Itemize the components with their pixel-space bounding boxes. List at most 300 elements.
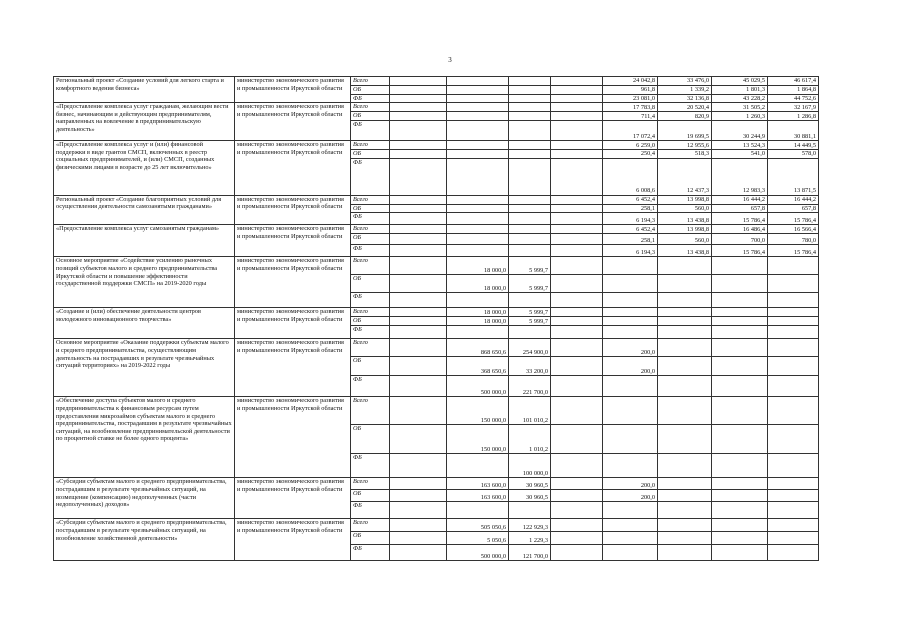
amount-cell: 250,4 xyxy=(603,150,658,159)
amount-cell xyxy=(658,397,712,425)
amount-cell: 820,9 xyxy=(658,112,712,121)
amount-cell xyxy=(603,376,658,397)
amount-cell xyxy=(768,376,819,397)
table-row xyxy=(54,195,819,204)
amount-cell xyxy=(509,293,551,308)
amount-cell: 221 700,0 xyxy=(509,376,551,397)
amount-cell: 657,8 xyxy=(712,204,768,213)
amount-cell: 961,8 xyxy=(603,86,658,95)
amount-cell xyxy=(390,150,447,159)
amount-cell: 6 194,3 xyxy=(603,213,658,225)
amount-cell: 44 752,6 xyxy=(768,94,819,103)
amount-cell xyxy=(390,234,447,245)
funding-source: Всего xyxy=(351,77,390,86)
amount-cell: 200,0 xyxy=(603,339,658,357)
amount-cell: 13 998,8 xyxy=(658,225,712,234)
funding-source: Всего xyxy=(351,308,390,317)
amount-cell xyxy=(390,257,447,275)
amount-cell: 14 449,5 xyxy=(768,141,819,150)
amount-cell: 19 699,5 xyxy=(658,121,712,141)
executor: министерство экономического развития и промышленности Иркутской области xyxy=(235,478,351,519)
funding-source: ФБ xyxy=(351,245,390,257)
amount-cell: 18 000,0 xyxy=(447,308,509,317)
amount-cell xyxy=(390,275,447,293)
amount-cell: 1 801,3 xyxy=(712,86,768,95)
amount-cell: 5 050,6 xyxy=(447,532,509,545)
amount-cell xyxy=(768,308,819,317)
amount-cell xyxy=(658,317,712,326)
amount-cell xyxy=(390,357,447,376)
amount-cell xyxy=(712,454,768,478)
amount-cell xyxy=(551,234,603,245)
amount-cell xyxy=(447,326,509,339)
table-row xyxy=(54,257,819,275)
amount-cell xyxy=(390,478,447,490)
amount-cell xyxy=(658,490,712,502)
amount-cell xyxy=(509,112,551,121)
amount-cell xyxy=(712,317,768,326)
amount-cell: 12 437,3 xyxy=(658,158,712,195)
amount-cell xyxy=(447,293,509,308)
amount-cell xyxy=(509,195,551,204)
funding-source: ОБ xyxy=(351,317,390,326)
amount-cell xyxy=(658,326,712,339)
amount-cell: 500 000,0 xyxy=(447,545,509,561)
amount-cell: 32 136,8 xyxy=(658,94,712,103)
executor: министерство экономического развития и промышленности Иркутской области xyxy=(235,308,351,339)
amount-cell xyxy=(768,502,819,519)
budget-table xyxy=(53,76,819,561)
funding-source: ФБ xyxy=(351,94,390,103)
amount-cell xyxy=(447,204,509,213)
funding-source: ФБ xyxy=(351,502,390,519)
amount-cell xyxy=(603,519,658,532)
funding-source: ФБ xyxy=(351,213,390,225)
amount-cell: 18 000,0 xyxy=(447,317,509,326)
amount-cell: 254 900,0 xyxy=(509,339,551,357)
measure-name: Основное мероприятие «Содействие усилению рыночных позиций субъектов малого и среднего предпринимательства Иркутской области и повышение эффективности государственной поддержки СМСП» на 2019-2020 годы xyxy=(54,257,235,308)
amount-cell xyxy=(712,532,768,545)
amount-cell: 5 999,7 xyxy=(509,257,551,275)
executor: министерство экономического развития и промышленности Иркутской области xyxy=(235,195,351,225)
amount-cell xyxy=(551,376,603,397)
amount-cell xyxy=(603,454,658,478)
table-row xyxy=(54,397,819,425)
amount-cell xyxy=(551,245,603,257)
amount-cell: 15 786,4 xyxy=(768,213,819,225)
amount-cell xyxy=(551,357,603,376)
amount-cell xyxy=(551,213,603,225)
amount-cell: 23 081,0 xyxy=(603,94,658,103)
amount-cell xyxy=(390,77,447,86)
amount-cell: 30 881,1 xyxy=(768,121,819,141)
funding-source: ОБ xyxy=(351,86,390,95)
funding-source: Всего xyxy=(351,478,390,490)
funding-source: Всего xyxy=(351,519,390,532)
amount-cell xyxy=(712,519,768,532)
amount-cell xyxy=(603,397,658,425)
executor: министерство экономического развития и промышленности Иркутской области xyxy=(235,103,351,141)
amount-cell: 6 194,3 xyxy=(603,245,658,257)
amount-cell xyxy=(658,339,712,357)
amount-cell: 200,0 xyxy=(603,357,658,376)
amount-cell xyxy=(390,225,447,234)
measure-name: «Субсидии субъектам малого и среднего предпринимательства, пострадавшим в результате чрезвычайных ситуаций, на возобновление хозяйственной деятельности» xyxy=(54,519,235,561)
funding-source: Всего xyxy=(351,257,390,275)
amount-cell xyxy=(658,275,712,293)
amount-cell xyxy=(603,317,658,326)
amount-cell xyxy=(658,478,712,490)
amount-cell: 30 960,5 xyxy=(509,478,551,490)
amount-cell xyxy=(551,478,603,490)
funding-source: ФБ xyxy=(351,158,390,195)
amount-cell xyxy=(447,86,509,95)
amount-cell xyxy=(551,86,603,95)
amount-cell xyxy=(447,234,509,245)
amount-cell xyxy=(768,293,819,308)
amount-cell: 711,4 xyxy=(603,112,658,121)
amount-cell xyxy=(551,225,603,234)
measure-name: Региональный проект «Создание условий для легкого старта и комфортного ведения бизнеса» xyxy=(54,77,235,103)
amount-cell xyxy=(551,275,603,293)
amount-cell xyxy=(390,502,447,519)
amount-cell: 20 520,4 xyxy=(658,103,712,112)
amount-cell xyxy=(658,545,712,561)
amount-cell xyxy=(390,158,447,195)
amount-cell xyxy=(551,141,603,150)
amount-cell xyxy=(712,397,768,425)
amount-cell xyxy=(768,275,819,293)
amount-cell xyxy=(658,293,712,308)
funding-source: ОБ xyxy=(351,532,390,545)
amount-cell xyxy=(768,397,819,425)
amount-cell xyxy=(603,293,658,308)
table-row xyxy=(54,478,819,490)
amount-cell xyxy=(390,141,447,150)
amount-cell xyxy=(390,86,447,95)
amount-cell xyxy=(509,103,551,112)
amount-cell xyxy=(603,275,658,293)
amount-cell xyxy=(658,519,712,532)
amount-cell: 33 476,0 xyxy=(658,77,712,86)
measure-name: «Предоставление комплекса услуг самозанятым гражданам» xyxy=(54,225,235,257)
funding-source: ОБ xyxy=(351,490,390,502)
amount-cell xyxy=(509,204,551,213)
amount-cell xyxy=(509,502,551,519)
amount-cell xyxy=(658,425,712,454)
amount-cell: 150 000,0 xyxy=(447,397,509,425)
amount-cell xyxy=(551,112,603,121)
amount-cell xyxy=(390,308,447,317)
amount-cell xyxy=(658,454,712,478)
amount-cell: 163 600,0 xyxy=(447,490,509,502)
executor: министерство экономического развития и промышленности Иркутской области xyxy=(235,519,351,561)
amount-cell xyxy=(658,357,712,376)
amount-cell xyxy=(712,257,768,275)
amount-cell xyxy=(768,532,819,545)
amount-cell xyxy=(390,317,447,326)
amount-cell xyxy=(447,112,509,121)
amount-cell xyxy=(551,195,603,204)
amount-cell: 121 700,0 xyxy=(509,545,551,561)
amount-cell: 33 200,0 xyxy=(509,357,551,376)
amount-cell xyxy=(712,502,768,519)
amount-cell xyxy=(447,502,509,519)
executor: министерство экономического развития и промышленности Иркутской области xyxy=(235,257,351,308)
amount-cell xyxy=(712,339,768,357)
amount-cell xyxy=(551,502,603,519)
amount-cell: 12 955,6 xyxy=(658,141,712,150)
measure-name: «Предоставление комплекса услуг и (или) финансовой поддержки в виде грантов СМСП, включенных в реестр социальных предпринимателей, и (или) СМСП, созданных физическими лицами в возрасте до 25 лет включительно» xyxy=(54,141,235,196)
amount-cell xyxy=(768,519,819,532)
amount-cell: 30 244,9 xyxy=(712,121,768,141)
amount-cell: 13 438,8 xyxy=(658,213,712,225)
amount-cell xyxy=(390,245,447,257)
amount-cell: 17 072,4 xyxy=(603,121,658,141)
amount-cell xyxy=(551,204,603,213)
amount-cell xyxy=(551,490,603,502)
funding-source: ФБ xyxy=(351,293,390,308)
amount-cell: 258,1 xyxy=(603,234,658,245)
amount-cell: 5 999,7 xyxy=(509,317,551,326)
amount-cell xyxy=(551,425,603,454)
amount-cell xyxy=(768,357,819,376)
amount-cell xyxy=(509,121,551,141)
amount-cell xyxy=(551,326,603,339)
measure-name: «Предоставление комплекса услуг гражданам, желающим вести бизнес, начинающим и действующим предпринимателям, направленных на вовлечение в предпринимательскую деятельность» xyxy=(54,103,235,141)
amount-cell xyxy=(603,502,658,519)
table-row xyxy=(54,77,819,86)
amount-cell xyxy=(447,245,509,257)
amount-cell: 868 650,6 xyxy=(447,339,509,357)
amount-cell xyxy=(551,103,603,112)
funding-source: Всего xyxy=(351,339,390,357)
amount-cell xyxy=(390,195,447,204)
amount-cell: 31 505,2 xyxy=(712,103,768,112)
executor: министерство экономического развития и промышленности Иркутской области xyxy=(235,141,351,196)
measure-name: Основное мероприятие «Оказание поддержки субъектам малого и среднего предпринимательства, осуществляющим деятельность на пострадавших в результате чрезвычайных ситуаций территориях» на 2019-2022 годы xyxy=(54,339,235,397)
amount-cell: 150 000,0 xyxy=(447,425,509,454)
amount-cell: 16 566,4 xyxy=(768,225,819,234)
amount-cell xyxy=(603,326,658,339)
amount-cell xyxy=(509,141,551,150)
amount-cell xyxy=(658,532,712,545)
amount-cell xyxy=(447,150,509,159)
amount-cell xyxy=(768,339,819,357)
table-row xyxy=(54,339,819,357)
amount-cell xyxy=(551,94,603,103)
amount-cell: 1 260,3 xyxy=(712,112,768,121)
amount-cell xyxy=(551,397,603,425)
funding-source: ФБ xyxy=(351,545,390,561)
amount-cell xyxy=(390,545,447,561)
table-row xyxy=(54,308,819,317)
amount-cell xyxy=(551,519,603,532)
amount-cell: 500 000,0 xyxy=(447,376,509,397)
amount-cell xyxy=(390,532,447,545)
amount-cell xyxy=(509,245,551,257)
amount-cell: 560,0 xyxy=(658,204,712,213)
amount-cell: 1 339,2 xyxy=(658,86,712,95)
executor: министерство экономического развития и промышленности Иркутской области xyxy=(235,397,351,478)
amount-cell xyxy=(447,141,509,150)
executor: министерство экономического развития и промышленности Иркутской области xyxy=(235,225,351,257)
amount-cell: 518,3 xyxy=(658,150,712,159)
amount-cell xyxy=(447,195,509,204)
amount-cell xyxy=(390,339,447,357)
amount-cell xyxy=(447,77,509,86)
amount-cell xyxy=(712,326,768,339)
amount-cell xyxy=(658,308,712,317)
executor: министерство экономического развития и промышленности Иркутской области xyxy=(235,339,351,397)
amount-cell xyxy=(768,478,819,490)
amount-cell xyxy=(658,502,712,519)
amount-cell: 5 999,7 xyxy=(509,308,551,317)
amount-cell xyxy=(447,94,509,103)
funding-source: ФБ xyxy=(351,376,390,397)
amount-cell: 18 000,0 xyxy=(447,275,509,293)
funding-source: Всего xyxy=(351,195,390,204)
amount-cell xyxy=(551,339,603,357)
amount-cell xyxy=(509,326,551,339)
amount-cell xyxy=(768,326,819,339)
amount-cell xyxy=(509,158,551,195)
measure-name: «Обеспечение доступа субъектов малого и среднего предпринимательства к финансовым ресурсам путем предоставления микрозаймов субъектам малого и среднего предпринимательства, пострадавшим в результате чрезвычайных ситуаций, на возобновление предпринимательской деятельности по процентной ставке не более одного процента» xyxy=(54,397,235,478)
amount-cell xyxy=(551,150,603,159)
amount-cell xyxy=(551,158,603,195)
table-row xyxy=(54,141,819,150)
funding-source: ФБ xyxy=(351,326,390,339)
amount-cell xyxy=(509,86,551,95)
amount-cell: 43 228,2 xyxy=(712,94,768,103)
amount-cell xyxy=(603,308,658,317)
amount-cell xyxy=(768,425,819,454)
amount-cell xyxy=(712,275,768,293)
amount-cell xyxy=(447,225,509,234)
amount-cell xyxy=(551,293,603,308)
amount-cell: 24 042,8 xyxy=(603,77,658,86)
amount-cell: 16 444,2 xyxy=(768,195,819,204)
amount-cell: 560,0 xyxy=(658,234,712,245)
funding-source: ОБ xyxy=(351,234,390,245)
amount-cell xyxy=(712,478,768,490)
amount-cell: 100 000,0 xyxy=(509,454,551,478)
amount-cell: 32 167,9 xyxy=(768,103,819,112)
amount-cell xyxy=(390,376,447,397)
measure-name: Региональный проект «Создание благоприятных условий для осуществления деятельности самозанятыми гражданами» xyxy=(54,195,235,225)
amount-cell xyxy=(390,213,447,225)
amount-cell: 578,0 xyxy=(768,150,819,159)
amount-cell: 13 871,5 xyxy=(768,158,819,195)
amount-cell: 16 444,2 xyxy=(712,195,768,204)
amount-cell: 15 786,4 xyxy=(768,245,819,257)
amount-cell xyxy=(551,121,603,141)
funding-source: ФБ xyxy=(351,121,390,141)
amount-cell: 5 999,7 xyxy=(509,275,551,293)
amount-cell xyxy=(768,454,819,478)
amount-cell: 12 983,3 xyxy=(712,158,768,195)
amount-cell xyxy=(447,103,509,112)
amount-cell xyxy=(603,545,658,561)
amount-cell: 13 438,8 xyxy=(658,245,712,257)
amount-cell xyxy=(603,257,658,275)
amount-cell: 200,0 xyxy=(603,490,658,502)
measure-name: «Создание и (или) обеспечение деятельности центров молодежного инновационного творчества» xyxy=(54,308,235,339)
funding-source: ФБ xyxy=(351,454,390,478)
amount-cell xyxy=(390,397,447,425)
amount-cell xyxy=(447,158,509,195)
amount-cell xyxy=(509,225,551,234)
funding-source: Всего xyxy=(351,225,390,234)
amount-cell xyxy=(390,121,447,141)
amount-cell: 6 452,4 xyxy=(603,195,658,204)
table-row xyxy=(54,225,819,234)
amount-cell: 6 452,4 xyxy=(603,225,658,234)
amount-cell: 1 010,2 xyxy=(509,425,551,454)
amount-cell: 200,0 xyxy=(603,478,658,490)
amount-cell xyxy=(551,257,603,275)
amount-cell: 1 864,8 xyxy=(768,86,819,95)
funding-source: ОБ xyxy=(351,204,390,213)
amount-cell: 101 010,2 xyxy=(509,397,551,425)
amount-cell: 163 600,0 xyxy=(447,478,509,490)
amount-cell xyxy=(390,112,447,121)
amount-cell xyxy=(551,317,603,326)
amount-cell: 505 050,6 xyxy=(447,519,509,532)
amount-cell xyxy=(390,519,447,532)
amount-cell: 700,0 xyxy=(712,234,768,245)
funding-source: Всего xyxy=(351,141,390,150)
amount-cell xyxy=(390,103,447,112)
amount-cell: 13 524,3 xyxy=(712,141,768,150)
amount-cell: 30 960,5 xyxy=(509,490,551,502)
amount-cell xyxy=(509,150,551,159)
amount-cell: 1 286,8 xyxy=(768,112,819,121)
amount-cell xyxy=(603,532,658,545)
funding-source: ОБ xyxy=(351,357,390,376)
amount-cell xyxy=(509,234,551,245)
amount-cell xyxy=(551,545,603,561)
amount-cell xyxy=(768,257,819,275)
amount-cell xyxy=(712,545,768,561)
amount-cell xyxy=(712,376,768,397)
table-row xyxy=(54,103,819,112)
amount-cell xyxy=(551,532,603,545)
amount-cell xyxy=(447,213,509,225)
amount-cell xyxy=(712,308,768,317)
amount-cell: 15 786,4 xyxy=(712,245,768,257)
amount-cell xyxy=(712,425,768,454)
table-row xyxy=(54,519,819,532)
executor: министерство экономического развития и промышленности Иркутской области xyxy=(235,77,351,103)
amount-cell xyxy=(390,94,447,103)
amount-cell xyxy=(768,545,819,561)
measure-name: «Субсидии субъектам малого и среднего предпринимательства, пострадавшим в результате чрезвычайных ситуаций, на возмещение (компенсацию) недополученных (части недополученных) доходов» xyxy=(54,478,235,519)
funding-source: Всего xyxy=(351,103,390,112)
amount-cell: 6 008,6 xyxy=(603,158,658,195)
amount-cell xyxy=(390,204,447,213)
amount-cell xyxy=(390,425,447,454)
amount-cell xyxy=(768,490,819,502)
amount-cell: 122 929,3 xyxy=(509,519,551,532)
amount-cell xyxy=(658,376,712,397)
funding-source: Всего xyxy=(351,397,390,425)
amount-cell xyxy=(658,257,712,275)
amount-cell: 18 000,0 xyxy=(447,257,509,275)
page-number: 3 xyxy=(448,56,452,64)
amount-cell xyxy=(551,454,603,478)
amount-cell xyxy=(447,454,509,478)
